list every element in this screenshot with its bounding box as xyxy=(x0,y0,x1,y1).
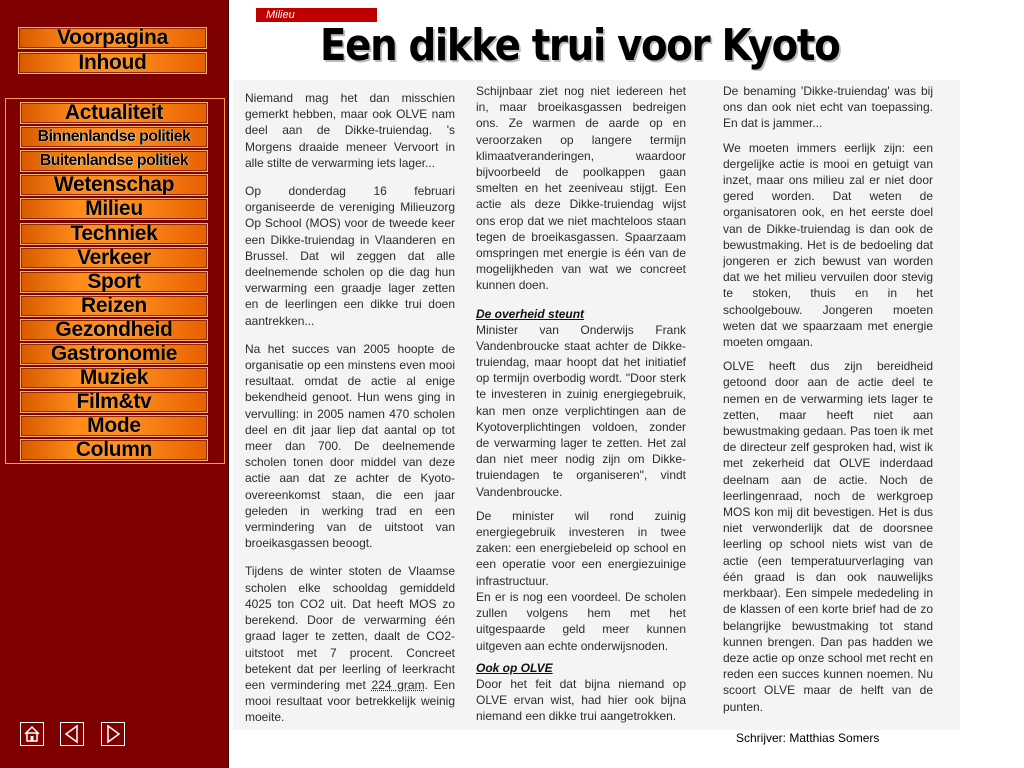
nav-label: Mode xyxy=(87,415,141,437)
nav-label: Sport xyxy=(87,271,141,293)
paragraph: De minister wil rond zuinig energiegebruik investeren in twee zaken: een energiebeleid op school en een operatie voor een energiezuinige infrastructuur. xyxy=(476,508,686,588)
home-button[interactable] xyxy=(20,722,44,746)
nav-label: Actualiteit xyxy=(64,102,164,124)
nav-column[interactable] xyxy=(20,439,208,461)
inline-link[interactable]: 224 gram xyxy=(371,677,425,692)
nav-label: Binnenlandse politiek xyxy=(37,128,191,145)
nav-film-tv[interactable] xyxy=(20,391,208,413)
nav-muziek[interactable] xyxy=(20,367,208,389)
nav-gastronomie[interactable] xyxy=(20,343,208,365)
nav-label: Wetenschap xyxy=(53,174,175,196)
next-button[interactable] xyxy=(101,722,125,746)
author-credit: Schrijver: Matthias Somers xyxy=(736,731,880,745)
article-column-2 xyxy=(476,80,686,730)
article-title: Een dikke trui voor Kyoto xyxy=(320,20,840,71)
paragraph: Niemand mag het dan misschien gemerkt hebben, maar ook OLVE nam deel aan de Dikke-truiendag. 's Morgens draaide meneer Vervoort in alle stilte de verwarming iets lager... xyxy=(245,91,455,170)
nav-label: Inhoud xyxy=(78,52,147,74)
nav-wetenschap[interactable] xyxy=(20,174,208,196)
next-arrow-icon xyxy=(102,723,124,745)
nav-techniek[interactable] xyxy=(20,223,208,245)
nav-label: Buitenlandse politiek xyxy=(39,152,189,169)
previous-arrow-icon xyxy=(61,723,83,745)
home-icon xyxy=(21,723,43,745)
paragraph: Op donderdag 16 februari organiseerde de vereniging Milieuzorg Op School (MOS) voor de tweede keer een Dikke-truiendag in Vlaanderen en Brussel. Dat wil zeggen dat alle deelnemende scholen op die dag hun verwarming een graadje lager zetten en de leerlingen een dikke trui doen aantrekken... xyxy=(245,184,455,328)
sidebar xyxy=(0,0,229,768)
article-body xyxy=(233,80,960,730)
paragraph: Na het succes van 2005 hoopte de organisatie op een minstens even mooi resultaat. omdat de actie al enige bekendheid genoot. Hun wens ging in vervulling: in 2005 namen 470 scholen deel en dit jaar liep dat aantal op tot meer dan 700. De deelnemende scholen tonen door middel van deze actie aan dat ze achter de Kyoto-overeenkomst staan, die een jaar geleden in werking trad en een vermindering van de uitstoot van broeikasgassen beoogt. xyxy=(245,341,455,551)
nav-label: Verkeer xyxy=(77,247,151,269)
paragraph-text: . Een mooi resultaat voor betrekkelijk weinig moeite. xyxy=(245,677,455,725)
paragraph: OLVE heeft dus zijn bereidheid getoond door aan de actie deel te nemen en de verwarming iets lager te zetten, maar heeft niet aan bewustmaking gedaan. Pas toen ik met de directeur zelf gesproken had, wist ik met zekerheid dat OLVE inderdaad deelnam aan de actie. Noch de leerlingenraad, noch de werkgroep MOS kon mij dit bevestigen. Het is dus niet verwonderlijk dat de doorsnee leerling op school niets wist van de actie (een temperatuurverlaging van één graad is dan ook nauwelijks merkbaar). Een simpele mededeling in de klassen of een korte brief had de zo belangrijke bewustmaking tot stand kunnen brengen. Dan pas hadden we deze actie op onze school met recht en reden een succes kunnen noemen. Nu scoort OLVE maar de helft van de punten. xyxy=(723,359,933,714)
nav-inhoud[interactable] xyxy=(18,52,207,74)
nav-gezondheid[interactable] xyxy=(20,319,208,341)
paragraph: Schijnbaar ziet nog niet iedereen het in, maar broeikasgassen bedreigen ons. Ze warmen de aarde op en veroorzaken op langere termijn klimaatveranderingen, waardoor bijvoorbeeld de poolkappen gaan smelten en het zeeniveau stijgt. Een actie als deze Dikke-truiendag wijst ons erop dat we niet machteloos staan tegen de broeikasgassen. Spaarzaam omspringen met energie is één van de mogelijkheden van wat we concreet kunnen doen. xyxy=(476,84,686,293)
nav-label: Muziek xyxy=(79,367,149,389)
subheading-olve: Ook op OLVE xyxy=(476,660,553,675)
paragraph: Minister van Onderwijs Frank Vandenbroucke staat achter de Dikke-truiendag, maar hoopt dat het initiatief op termijn overbodig wordt. "Door sterk te investeren in zuinig energiegebruik, kan men onze verplichtingen aan de Kyotoverplichtingen voldoen, zonder de verwarming lager te zetten. Het zal dan niet meer nodig zijn om Dikke-truiendagen te organiseren", vindt Vandenbroucke. xyxy=(476,322,686,499)
nav-sport[interactable] xyxy=(20,271,208,293)
nav-reizen[interactable] xyxy=(20,295,208,317)
paragraph: We moeten immers eerlijk zijn: een dergelijke actie is mooi en getuigt van inzet, maar ons milieu zal er niet door gered worden. Dat weten de organisatoren ook, en het eerste doel van de Dikke-truiendag is dan ook de bewustmaking. Het is de bedoeling dat jongeren er zich bewust van worden dat we het milieu vervuilen door stevig te stoken, thuis en in het schoolgebouw. Jongeren moeten weten dat we spaarzaam met energie moeten omgaan. xyxy=(723,140,933,350)
article-column-1 xyxy=(245,80,455,730)
nav-label: Techniek xyxy=(70,223,158,245)
paragraph: En er is nog een voordeel. De scholen zullen volgens hem met het uitgespaarde geld meer kunnen uitgeven aan echte onderwijsnoden. xyxy=(476,589,686,653)
previous-button[interactable] xyxy=(60,722,84,746)
nav-verkeer[interactable] xyxy=(20,247,208,269)
paragraph: Door het feit dat bijna niemand op OLVE ervan wist, had hier ook bijna niemand een dikke trui aangetrokken. xyxy=(476,676,686,724)
nav-label: Gastronomie xyxy=(50,343,178,365)
nav-label: Voorpagina xyxy=(57,27,168,49)
nav-milieu[interactable] xyxy=(20,198,208,220)
section-label: Milieu xyxy=(256,8,377,22)
paragraph: De benaming 'Dikke-truiendag' was bij ons dan ook niet echt van toepassing. En dat is jammer... xyxy=(723,84,933,131)
nav-mode[interactable] xyxy=(20,415,208,437)
article-column-3 xyxy=(723,80,933,730)
nav-voorpagina[interactable] xyxy=(18,27,207,49)
nav-label: Gezondheid xyxy=(55,319,173,341)
paragraph xyxy=(245,563,455,725)
nav-label: Film&tv xyxy=(76,391,152,413)
nav-buitenlandse-politiek[interactable] xyxy=(20,150,208,172)
subheading-overheid: De overheid steunt xyxy=(476,306,585,321)
nav-label: Milieu xyxy=(85,198,143,220)
nav-binnenlandse-politiek[interactable] xyxy=(20,126,208,148)
paragraph-text: Tijdens de winter stoten de Vlaamse scholen elke schooldag gemiddeld 4025 ton CO2 uit. Dat heeft MOS zo berekend. Door de verwarming één graad lager te zetten, daalt de CO2-uitstoot met 7 procent. Concreet betekent dat per leerling of leerkracht een vermindering met xyxy=(245,564,455,692)
nav-actualiteit[interactable] xyxy=(20,102,208,124)
nav-label: Column xyxy=(75,439,153,461)
nav-label: Reizen xyxy=(81,295,147,317)
